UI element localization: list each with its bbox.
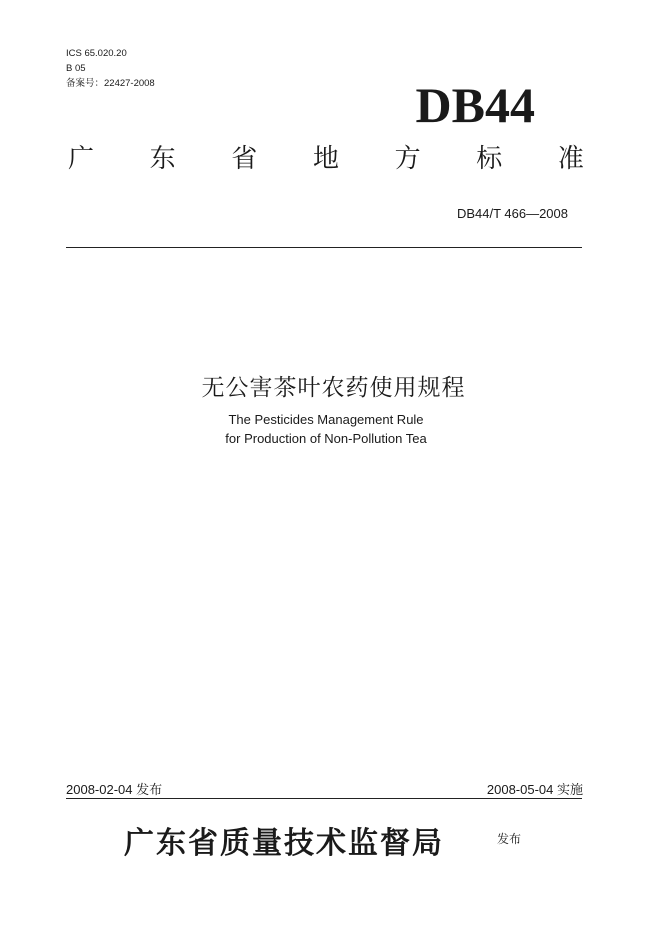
issuing-authority: 广东省质量技术监督局	[124, 826, 444, 861]
registration-number: 备案号：22427-2008	[66, 78, 155, 89]
standard-type-char: 标	[476, 144, 503, 174]
standard-type-char: 方	[394, 144, 421, 174]
title-english-line1: The Pesticides Management Rule	[228, 412, 424, 427]
top-divider	[66, 247, 582, 248]
standard-type-char: 准	[557, 144, 584, 174]
issue-date: 2008-02-04 发布	[66, 782, 163, 797]
publish-label: 发布	[497, 832, 522, 846]
title-english-line2: for Production of Non-Pollution Tea	[225, 431, 427, 446]
standard-type-char: 省	[231, 144, 258, 174]
standard-type-char: 东	[149, 144, 176, 174]
implementation-date: 2008-05-04 实施	[486, 782, 583, 797]
classification-code: B 05	[66, 63, 86, 74]
standard-number: DB44/T 466—2008	[456, 206, 568, 221]
standard-type	[66, 146, 586, 172]
bottom-divider	[66, 798, 582, 799]
standard-type-char: 广	[67, 144, 94, 174]
standard-logo: DB44	[415, 77, 535, 133]
ics-code: ICS 65.020.20	[66, 48, 127, 59]
title-chinese: 无公害茶叶农药使用规程	[201, 375, 466, 401]
standard-type-char: 地	[312, 144, 339, 174]
